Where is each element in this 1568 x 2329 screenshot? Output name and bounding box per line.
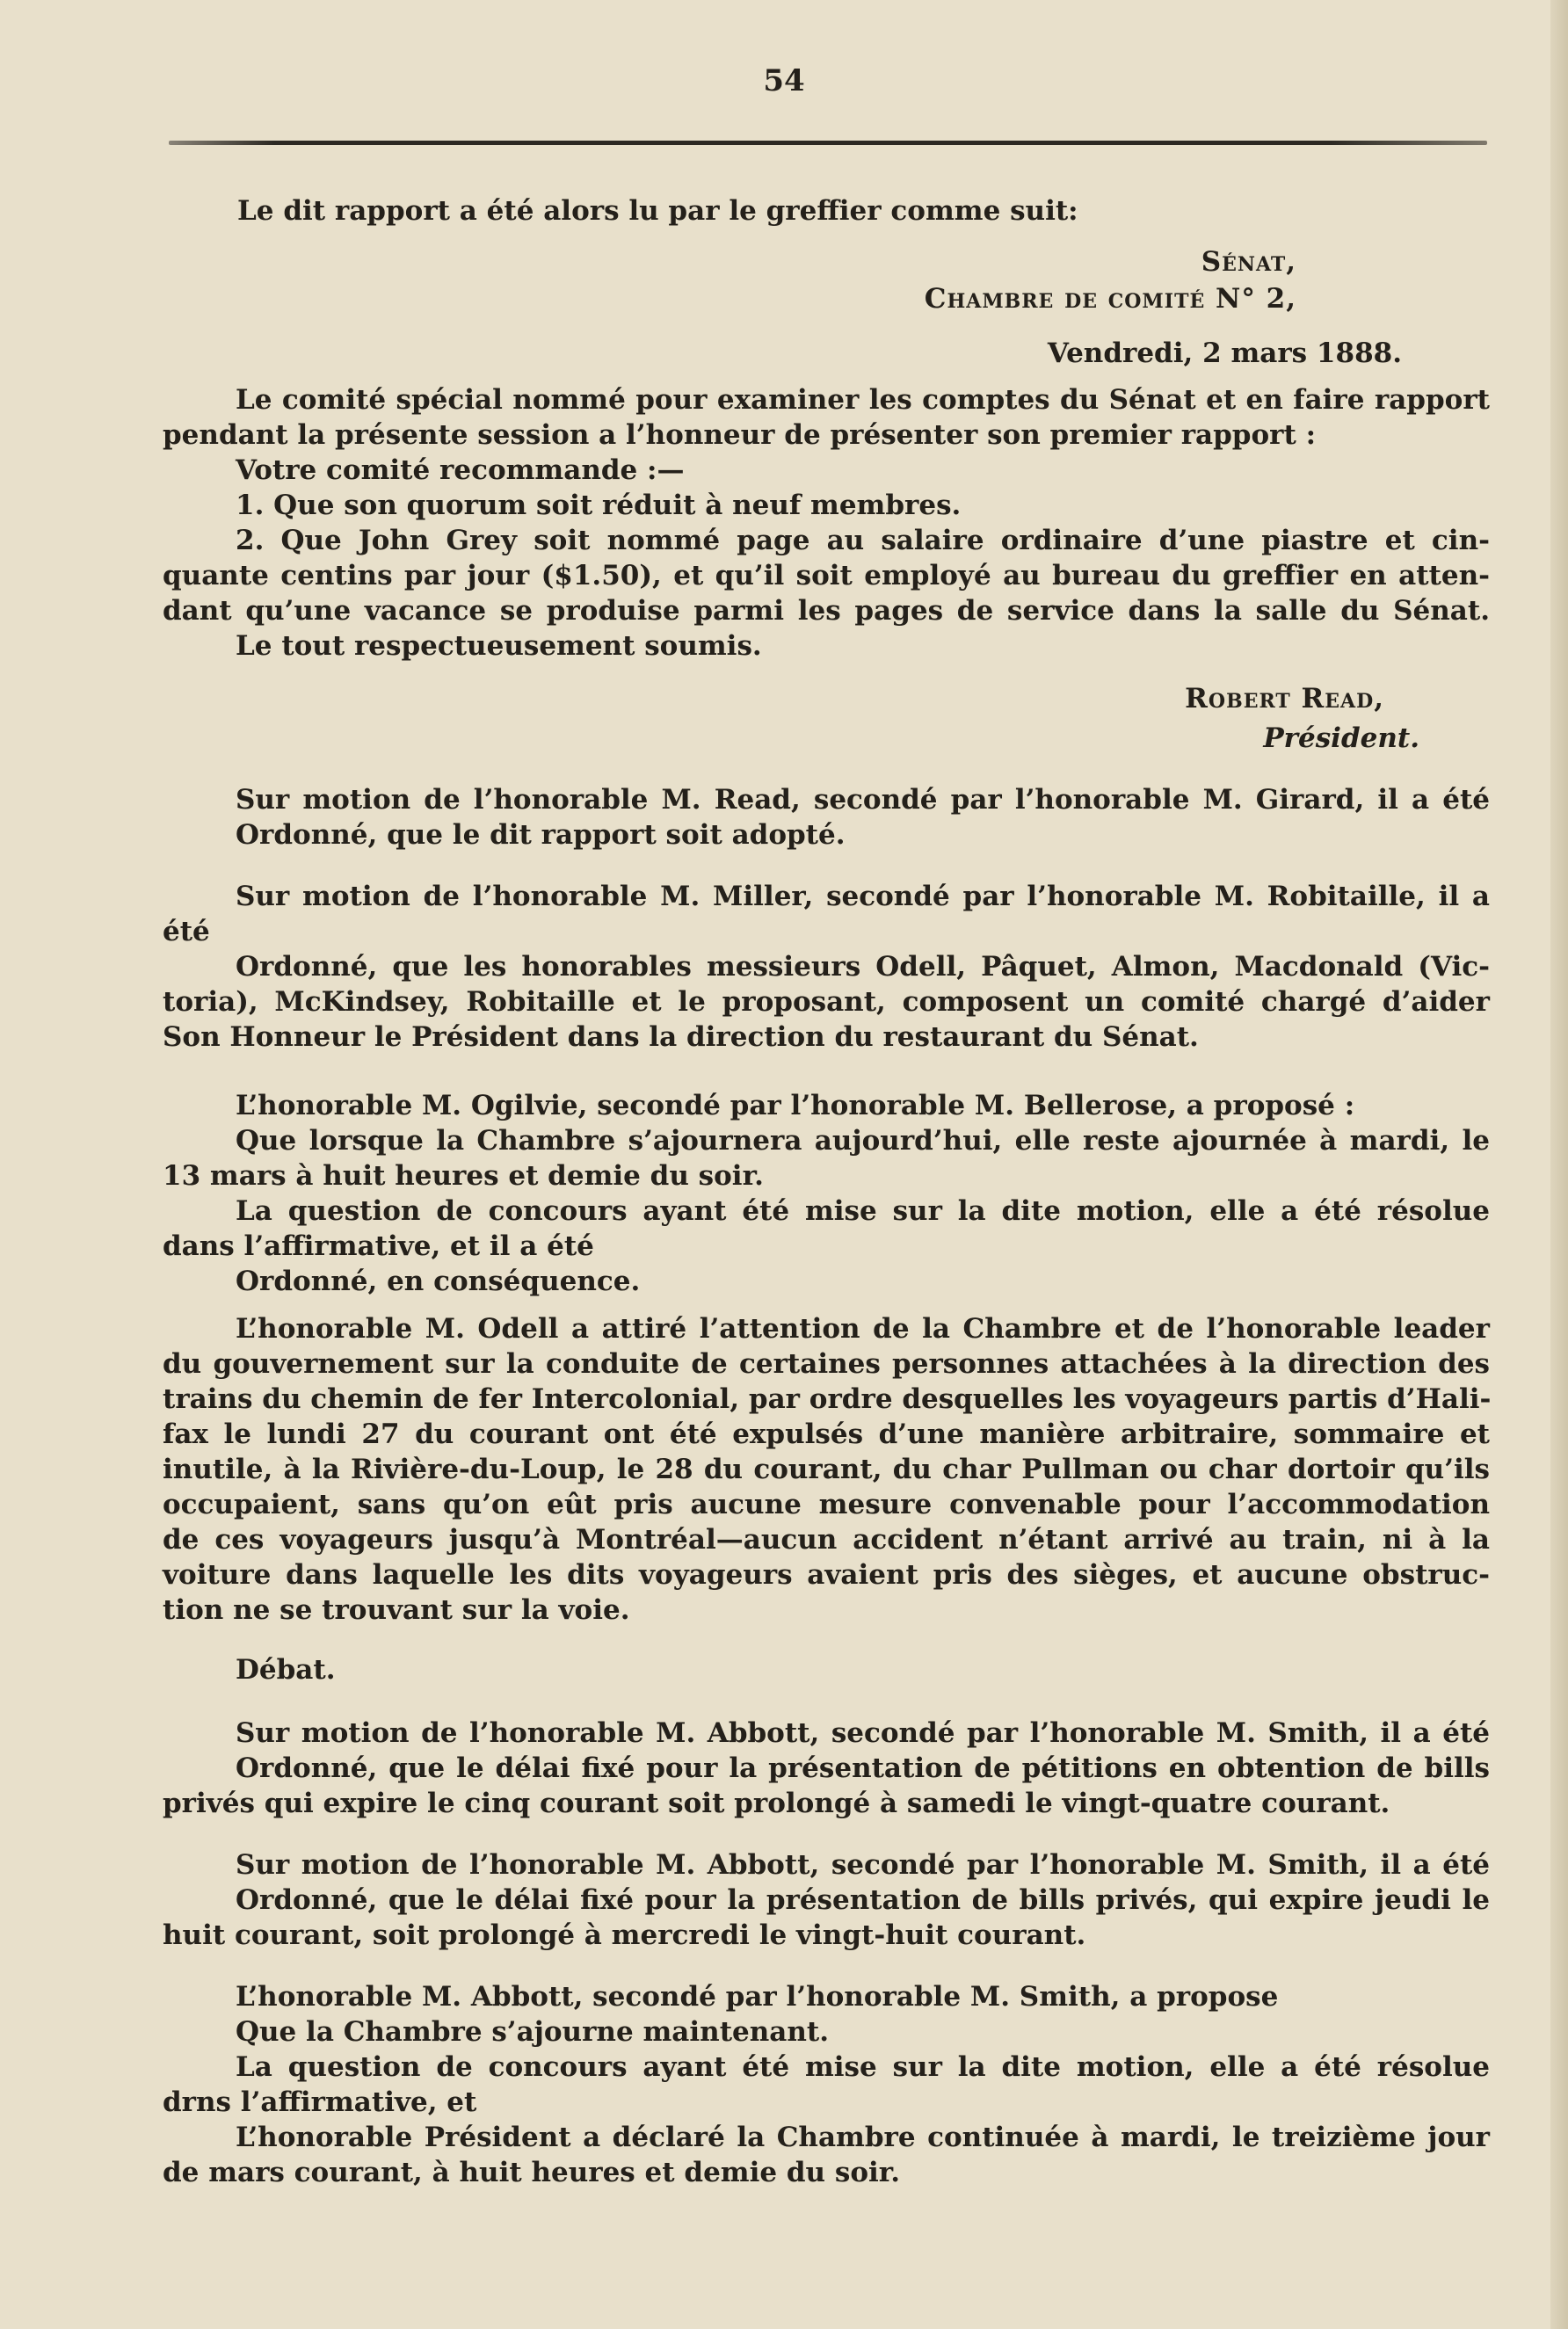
motion-ogilvie: 13 mars à huit heures et demie du soir. <box>163 1160 764 1192</box>
motion-miller: toria), McKindsey, Robitaille et le proposant, composent un comité chargé d’aider <box>163 986 1490 1018</box>
odell-statement: de ces voyageurs jusqu’à Montréal—aucun accident n’étant arrivé au train, ni à la <box>163 1524 1490 1556</box>
report-closing: Le tout respectueusement soumis. <box>236 630 762 662</box>
report-signatory-title: Président. <box>1263 722 1419 754</box>
report-line: pendant la présente session a l’honneur de présenter son premier rapport : <box>163 419 1317 451</box>
motion-abbott-adjourn: L’honorable M. Abbott, secondé par l’honorable M. Smith, a propose <box>236 1981 1279 2013</box>
debate-label: Débat. <box>236 1654 336 1686</box>
motion-abbott-bills: Sur motion de l’honorable M. Abbott, secondé par l’honorable M. Smith, il a été <box>236 1849 1490 1881</box>
motion-ogilvie: Ordonné, en conséquence. <box>236 1266 641 1297</box>
motion-read: Ordonné, que le dit rapport soit adopté. <box>236 819 846 851</box>
motion-abbott-adjourn: La question de concours ayant été mise sur la dite motion, elle a été résolue <box>236 2051 1490 2083</box>
motion-read: Sur motion de l’honorable M. Read, secondé par l’honorable M. Girard, il a été <box>236 784 1490 816</box>
report-item-1: 1. Que son quorum soit réduit à neuf membres. <box>236 490 962 521</box>
motion-ogilvie: dans l’affirmative, et il a été <box>163 1230 594 1262</box>
report-item-2: dant qu’une vacance se produise parmi les pages de service dans la salle du Sénat. <box>163 595 1490 627</box>
motion-miller: été <box>163 916 210 947</box>
header-rule <box>169 141 1487 145</box>
odell-statement: fax le lundi 27 du courant ont été expulsés d’une manière arbitraire, sommaire et <box>163 1418 1490 1450</box>
odell-statement: tion ne se trouvant sur la voie. <box>163 1594 630 1626</box>
motion-miller: Sur motion de l’honorable M. Miller, secondé par l’honorable M. Robitaille, il a <box>236 881 1490 912</box>
report-signatory: Robert Read, <box>1185 683 1384 715</box>
odell-statement: L’honorable M. Odell a attiré l’attention de la Chambre et de l’honorable leader <box>236 1313 1490 1345</box>
motion-abbott-petitions: Sur motion de l’honorable M. Abbott, secondé par l’honorable M. Smith, il a été <box>236 1717 1490 1749</box>
page-number: 54 <box>763 63 805 98</box>
odell-statement: occupaient, sans qu’on eût pris aucune mesure convenable pour l’accommodation <box>163 1489 1490 1520</box>
intro-line: Le dit rapport a été alors lu par le greffier comme suit: <box>237 195 1078 227</box>
report-item-2: 2. Que John Grey soit nommé page au salaire ordinaire d’une piastre et cin- <box>236 525 1490 556</box>
motion-abbott-bills: huit courant, soit prolongé à mercredi le vingt-huit courant. <box>163 1919 1086 1951</box>
motion-abbott-adjourn: drns l’affirmative, et <box>163 2086 477 2118</box>
motion-abbott-adjourn: Que la Chambre s’ajourne maintenant. <box>236 2016 830 2048</box>
motion-ogilvie: Que lorsque la Chambre s’ajournera aujourd’hui, elle reste ajournée à mardi, le <box>236 1125 1490 1157</box>
motion-abbott-bills: Ordonné, que le délai fixé pour la présentation de bills privés, qui expire jeudi le <box>236 1884 1490 1916</box>
motion-miller: Ordonné, que les honorables messieurs Odell, Pâquet, Almon, Macdonald (Vic- <box>236 951 1490 983</box>
motion-miller: Son Honneur le Président dans la direction du restaurant du Sénat. <box>163 1021 1199 1053</box>
odell-statement: trains du chemin de fer Intercolonial, par ordre desquelles les voyageurs partis d’Hali- <box>163 1383 1492 1415</box>
motion-ogilvie: L’honorable M. Ogilvie, secondé par l’honorable M. Bellerose, a proposé : <box>236 1090 1355 1121</box>
odell-statement: du gouvernement sur la conduite de certaines personnes attachées à la direction des <box>163 1348 1490 1380</box>
report-line: Le comité spécial nommé pour examiner les comptes du Sénat et en faire rapport <box>236 384 1490 416</box>
motion-abbott-adjourn: de mars courant, à huit heures et demie du soir. <box>163 2157 901 2188</box>
report-header-senat: Sénat, <box>1201 246 1296 278</box>
motion-abbott-petitions: Ordonné, que le délai fixé pour la présentation de pétitions en obtention de bills <box>236 1752 1490 1784</box>
motion-abbott-adjourn: L’honorable Président a déclaré la Chambre continuée à mardi, le treizième jour <box>236 2122 1490 2153</box>
odell-statement: voiture dans laquelle les dits voyageurs avaient pris des sièges, et aucune obstruc- <box>163 1559 1490 1591</box>
report-header-date: Vendredi, 2 mars 1888. <box>1047 337 1402 369</box>
odell-statement: inutile, à la Rivière-du-Loup, le 28 du courant, du char Pullman ou char dortoir qu’ils <box>163 1454 1490 1485</box>
motion-ogilvie: La question de concours ayant été mise sur la dite motion, elle a été résolue <box>236 1195 1490 1227</box>
report-line: Votre comité recommande :— <box>236 454 685 486</box>
report-header-room: Chambre de comité N° 2, <box>924 283 1296 315</box>
motion-abbott-petitions: privés qui expire le cinq courant soit prolongé à samedi le vingt-quatre courant. <box>163 1788 1390 1819</box>
report-item-2: quante centins par jour ($1.50), et qu’il soit employé au bureau du greffier en atten- <box>163 560 1490 591</box>
